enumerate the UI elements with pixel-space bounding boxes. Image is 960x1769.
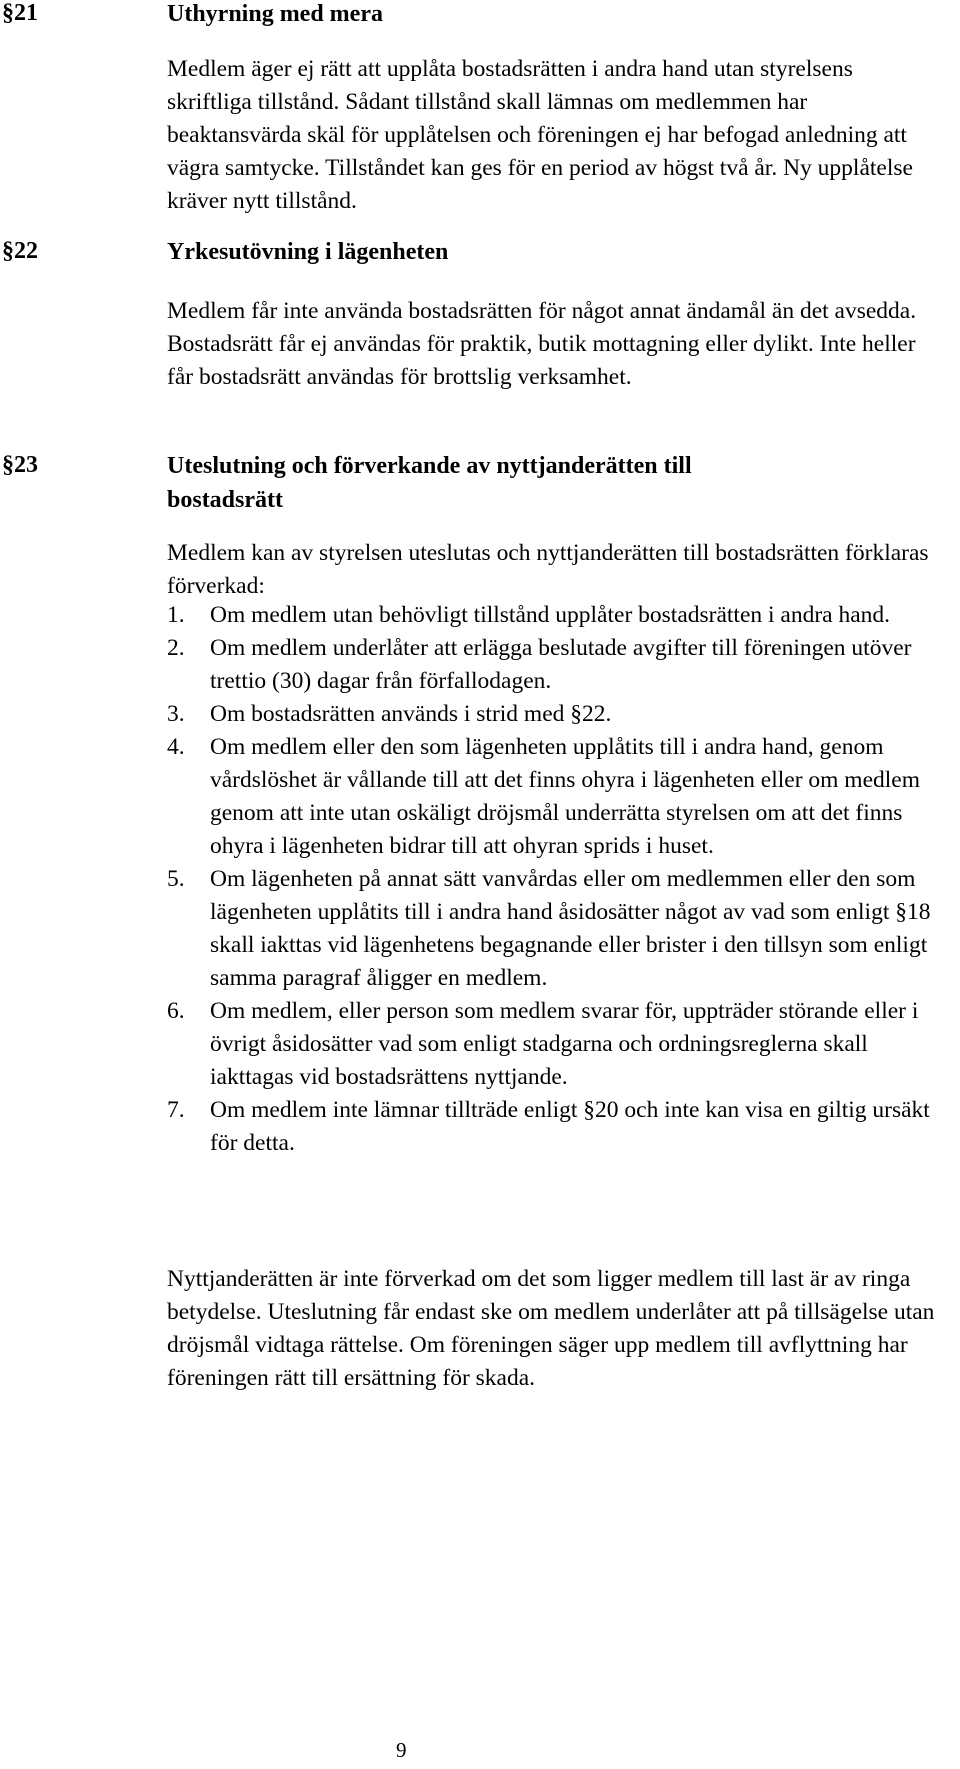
list-number: 5. [167, 866, 185, 892]
list-text: Om bostadsrätten används i strid med §22. [210, 701, 612, 727]
section-number: §21 [2, 0, 38, 26]
section-title: Yrkesutövning i lägenheten [167, 239, 449, 265]
list-text: Om medlem underlåter att erlägga beslutade avgifter till föreningen utöver trettio (30) dagar från förfallodagen. [210, 635, 912, 694]
forfeiture-list [167, 599, 937, 1160]
page-number: 9 [396, 1738, 407, 1762]
list-number: 2. [167, 635, 185, 661]
list-number: 6. [167, 998, 185, 1024]
list-number: 7. [167, 1097, 185, 1123]
list-item [167, 632, 937, 698]
section-paragraph: Medlem äger ej rätt att upplåta bostadsrätten i andra hand utan styrelsens skriftliga tillstånd. Sådant tillstånd skall lämnas om medlemmen har beaktansvärda skäl för upplåtelsen och föreningen ej har befogad anledning att vägra samtycke. Tillståndet kan ges för en period av högst två år. Ny upplåtelse kräver nytt tillstånd. [167, 56, 913, 214]
list-item [167, 995, 937, 1094]
section-number: §23 [2, 452, 38, 478]
list-text: Om medlem eller den som lägenheten upplåtits till i andra hand, genom vårdslöshet är vållande till att det finns ohyra i lägenheten eller om medlem genom att inte utan oskäligt dröjsmål underrätta styrelsen om att det finns ohyra i lägenheten bidrar till att ohyran sprids i huset. [210, 734, 920, 859]
list-number: 1. [167, 602, 185, 628]
closing-paragraph: Nyttjanderätten är inte förverkad om det som ligger medlem till last är av ringa betydelse. Uteslutning får endast ske om medlem underlåter att på tillsägelse utan dröjsmål vidtaga rättelse. Om föreningen säger upp medlem till avflyttning har föreningen rätt till ersättning för skada. [167, 1266, 935, 1391]
list-text: Om medlem utan behövligt tillstånd upplåter bostadsrätten i andra hand. [210, 602, 891, 628]
list-number: 4. [167, 734, 185, 760]
section-number: §22 [2, 238, 38, 264]
list-item [167, 1094, 937, 1160]
section-paragraph: Medlem får inte använda bostadsrätten för något annat ändamål än det avsedda. Bostadsrätt får ej användas för praktik, butik mottagning eller dylikt. Inte heller får bostadsrätt användas för brottslig verksamhet. [167, 298, 917, 390]
list-text: Om lägenheten på annat sätt vanvårdas eller om medlemmen eller den som lägenheten upplåtits till i andra hand åsidosätter något av vad som enligt §18 skall iakttas vid lägenhetens begagnande eller brister i den tillsyn som enligt samma paragraf åligger en medlem. [210, 866, 931, 991]
list-item [167, 599, 937, 632]
section-title: Uteslutning och förverkande av nyttjanderätten till bostadsrätt [167, 453, 692, 513]
list-item [167, 698, 937, 731]
list-item [167, 863, 937, 995]
section-intro: Medlem kan av styrelsen uteslutas och nyttjanderätten till bostadsrätten förklaras förverkad: [167, 540, 929, 599]
list-text: Om medlem inte lämnar tillträde enligt §20 och inte kan visa en giltig ursäkt för detta. [210, 1097, 930, 1156]
list-item [167, 731, 937, 863]
list-number: 3. [167, 701, 185, 727]
section-title: Uthyrning med mera [167, 1, 383, 27]
list-text: Om medlem, eller person som medlem svarar för, uppträder störande eller i övrigt åsidosätter vad som enligt stadgarna och ordningsreglerna skall iakttagas vid bostadsrättens nyttjande. [210, 998, 919, 1090]
